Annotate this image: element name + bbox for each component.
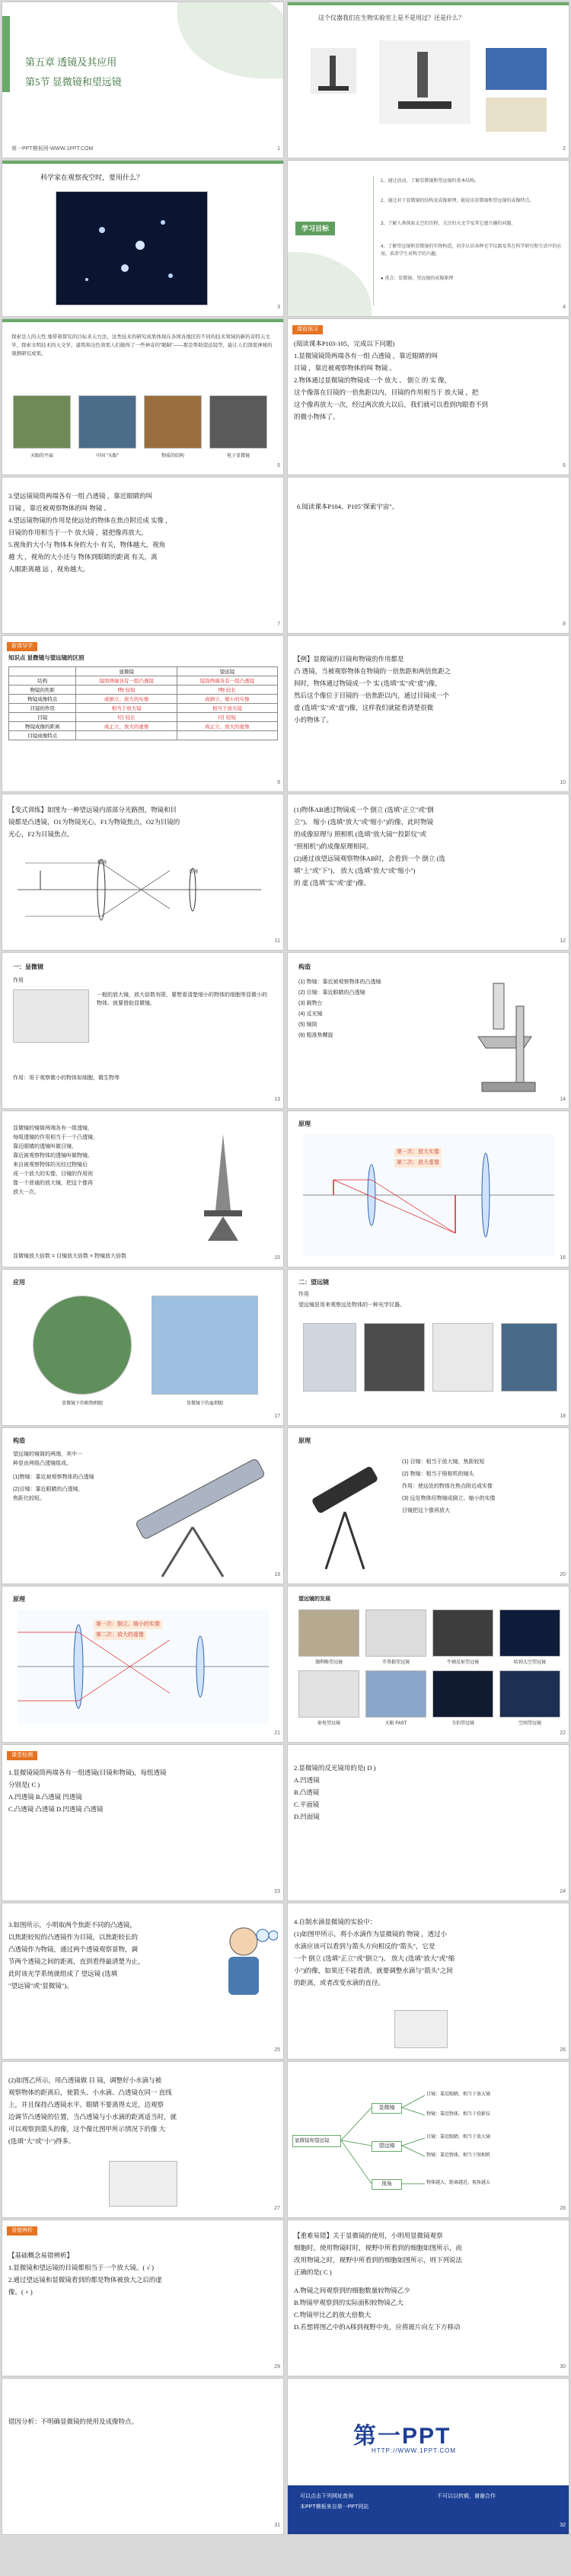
slide-number: 12 <box>560 938 566 944</box>
line-3: 水滴应该可以看到与箭头方向相反的"箭头"，它是 <box>294 1942 435 1950</box>
goal-2: 2、通过对于显微镜的结构及成像原理，能说出显微镜和望远镜的成像特点。 <box>381 199 534 203</box>
option-d: D.凹面镜 <box>294 1813 320 1820</box>
goal-3: 3、了解人类探索太空的历程，关注的天文学及其它感兴趣的问题。 <box>381 222 516 226</box>
line-5: 小")的像，如果还不能看清，就要调整水滴与"箭头"之间 <box>294 1967 453 1974</box>
table-row <box>9 686 278 695</box>
telescope-photo-1 <box>303 1323 356 1392</box>
slide-27[interactable] <box>2 2061 284 2218</box>
caption-4: 电子显微镜 <box>226 454 250 459</box>
table-row <box>9 731 278 740</box>
question-line: 2.显微镜的反光镜用的是( D ) <box>294 1764 376 1772</box>
line-2: 以焦距较短的凸透镜作为目镜，以焦距较长的 <box>8 1933 139 1941</box>
slide-number: 8 <box>563 622 566 627</box>
photo-2 <box>78 395 136 449</box>
slide-5[interactable] <box>2 318 284 475</box>
line-4: 边调节凸透镜的位置，当凸透镜与小水滴的距离适当时，就 <box>8 2113 177 2121</box>
line-3: 光心，F2为目镜焦点。 <box>8 830 74 838</box>
function-text: 作用：用于观察微小的物体如细胞、微生物等 <box>13 1075 120 1081</box>
table-cell: f物 较长 <box>177 686 277 695</box>
leaf-decoration <box>177 2 284 78</box>
magnifier-photo <box>13 989 89 1043</box>
slide-2[interactable] <box>287 2 569 158</box>
slide-number: 23 <box>274 1889 280 1894</box>
slide-number: 10 <box>560 780 566 785</box>
slide-21[interactable] <box>2 1586 284 1743</box>
line-4: 目镜的作用相当于一个 放大镜 ，能把像再放大。 <box>8 529 148 536</box>
mind-map-leaf: 物镜：靠近物体，相当于照相机 <box>426 2153 491 2158</box>
error-analysis: 错因分析：不明确显微镜的使用及成像特点。 <box>8 2418 139 2425</box>
section-heading: 构造 <box>298 964 311 970</box>
line-6: "望远镜"或"显微镜")。 <box>8 1982 73 1990</box>
reading-task: 6.阅读课本P104、P105"探索宇宙"。 <box>297 503 399 510</box>
slide-19[interactable] <box>2 1427 284 1584</box>
microscope-diagram <box>185 1127 261 1248</box>
table-cell: 目镜 <box>9 713 76 722</box>
slide-20[interactable] <box>287 1427 569 1584</box>
line-1: (阅读课本P103-105，完成以下问题) <box>294 340 395 347</box>
telescope-photo-6 <box>365 1670 426 1718</box>
water-drop-figure <box>394 2010 448 2048</box>
footer-note-3: 不可以以转载，谢谢合作 <box>437 2494 496 2499</box>
table-header: 望远镜 <box>177 667 277 676</box>
table-cell: 结构 <box>9 676 76 686</box>
slide-31[interactable] <box>2 2378 284 2535</box>
line-5: 这个像落在目镜的一倍焦距以内，目镜的作用相当于 放大镜 ，把 <box>294 388 479 396</box>
table-cell: 镜筒两端各有一组凸透镜 <box>76 676 177 686</box>
table-cell: 成倒立、缩小的实像 <box>177 695 277 704</box>
chapter-title: 第五章 透镜及其应用 <box>25 56 117 68</box>
slide-1[interactable] <box>2 2 284 158</box>
line-4: 节两个透镜之间的距离，直到看得最清楚为止， <box>8 1958 145 1965</box>
slide-10[interactable] <box>287 635 569 792</box>
line-7: 像一个普通的放大镜，把这个像再 <box>13 1181 93 1186</box>
table-cell: f目 较短 <box>177 713 277 722</box>
caption-3: 物质的结构 <box>161 454 184 459</box>
question-text: 科学家在观察夜空时，要用什么？ <box>40 174 144 181</box>
telescope-photo-8 <box>499 1670 560 1718</box>
section-tag: 新课导学 <box>7 642 37 651</box>
section-heading: 一：显微镜 <box>13 964 43 970</box>
line-1: 显微镜的镜筒两端各有一组透镜， <box>13 1126 93 1131</box>
part-1: (1) 物镜：靠近被观察物体的凸透镜 <box>298 980 381 985</box>
caption-8: 空间望远镜 <box>518 1721 541 1726</box>
telescope-illustration <box>116 1443 276 1580</box>
slide-number: 21 <box>274 1731 280 1736</box>
line-2: 细胞时，使用物镜时时，视野中所看到的细胞如图所示，而 <box>294 2244 463 2252</box>
line-2: 种是由两组凸透镜组成。 <box>13 1461 72 1466</box>
table-cell: f目 较长 <box>76 713 177 722</box>
principle-3: 作用：使远处的物体在焦点附近成实像 <box>402 1484 493 1489</box>
caption-1: 伽利略望远镜 <box>314 1660 343 1665</box>
slide-9[interactable] <box>2 635 284 792</box>
second-image-label: 第二次：放大的虚像 <box>94 1631 146 1640</box>
goal-key-point: ● 重点：显微镜、望远镜的成像原理 <box>381 276 454 281</box>
brand-url[interactable]: HTTP://WWW.1PPT.COM <box>372 2447 456 2454</box>
line-3: 2.通过望远镜和显微镜看到的都是物体被放大之后的虚 <box>8 2276 162 2284</box>
option-line-1: A.凹透镜 B.凸透镜 凹透镜 <box>8 1793 82 1801</box>
slide-number: 11 <box>274 938 280 944</box>
knowledge-title: 知识点 显微镜与望远镜的区别 <box>8 654 85 661</box>
slide-3[interactable] <box>2 160 284 317</box>
line-3: 靠近眼睛的透镜叫做目镜， <box>13 1144 77 1149</box>
top-stripe <box>2 161 283 164</box>
slide-8[interactable] <box>287 477 569 634</box>
footer-note-1: 可以点击下列网址查询 <box>300 2494 353 2499</box>
table-header: 显微镜 <box>76 667 177 676</box>
telescope-photo-7 <box>432 1670 493 1718</box>
section-heading: 原理 <box>13 1596 25 1603</box>
slide-number: 15 <box>274 1255 280 1261</box>
slide-number: 9 <box>277 780 280 785</box>
blood-cell-photo <box>152 1296 258 1395</box>
mind-map-branch: 视角 <box>372 2179 402 2190</box>
slide-7[interactable] <box>2 477 284 634</box>
line-4: 像。( × ) <box>8 2288 33 2296</box>
microscope-images <box>303 33 554 147</box>
line-1: 4.自制水滴显微镜的实验中： <box>294 1918 377 1926</box>
photo-3 <box>144 395 202 449</box>
option-d: D.若想将图乙中的A移到视野中央，应将玻片向左下方移动 <box>294 2323 461 2331</box>
line-4: 然后这个像位于目镜的一倍焦距以内，通过目镜成一个 <box>294 692 450 699</box>
slide-16[interactable] <box>287 1111 569 1267</box>
part-2: (2) 目镜：靠近眼睛的凸透镜 <box>298 990 365 996</box>
line-2: 镜都是凸透镜，O1为物镜光心，F1为物镜焦点，O2为目镜的 <box>8 818 180 826</box>
option-a: A.凹透镜 <box>294 1776 320 1784</box>
line-1: 3.如图所示，小明取两个焦距不同的凸透镜， <box>8 1921 136 1929</box>
slide-number: 6 <box>563 463 566 468</box>
principle-4: (3) 远处物体经物镜成倒立、缩小的实像 <box>402 1496 496 1501</box>
line-1: 【变式训练】如图为一种望远镜内部部分光路图，物镜和目 <box>8 806 177 813</box>
line-2: 每组透镜的作用相当于一个凸透镜， <box>13 1135 98 1140</box>
top-stripe <box>288 2 569 5</box>
section-tag: 课堂检测 <box>7 1751 37 1760</box>
telescope-photo <box>303 1459 387 1573</box>
telescope-photo-2 <box>365 1609 426 1657</box>
line-2: 立")、 缩小 (选填"放大"或"缩小")的像，此时物镜 <box>294 818 434 826</box>
photo-4 <box>209 395 267 449</box>
table-row <box>9 676 278 686</box>
table-cell: 成正立、放大的虚像 <box>177 722 277 731</box>
goal-4: 4、了解望远镜和显微镜的实物构造，初步认识各种光学仪器及其在科学研究和生活中的应用，培养学生对科学的兴趣。 <box>381 244 562 257</box>
boy-with-lenses-illustration <box>209 1919 278 2002</box>
side-stripe <box>2 16 10 92</box>
table-cell: 物镜成像的距离 <box>9 722 76 731</box>
mind-map-leaf: 目镜：靠近眼睛，相当于放大镜 <box>426 2092 491 2097</box>
option-c: C.物镜甲比乙的放大倍数大 <box>294 2311 372 2319</box>
telescope-photo-3 <box>432 1323 493 1392</box>
option-b: B.凸透镜 <box>294 1788 320 1796</box>
section-title: 第5节 显微镜和望远镜 <box>25 76 122 88</box>
line-5: 焦距比较短。 <box>13 1496 45 1501</box>
line-3: 的成像原理与 照相机 (选填"放大镜""投影仪"或 <box>294 830 426 838</box>
slide-number: 22 <box>560 1731 566 1736</box>
line-5: 来自被观察物体的光经过物镜后 <box>13 1162 88 1168</box>
intro-paragraph: 探索是人的天性 地带着探究的目标来天方法，这类技术的研究成果体现在各国各地区的不同的技术领域的新的奇特天文学，探索文明技术的天文学，建筑和出色效果人们做得了一些神奇的"眼睛"——那是帮助望远镜等，能让人们深度神秘的观测研究成果。 <box>11 334 273 356</box>
first-image-label: 第一次：倒立、缩小的实像 <box>94 1620 162 1629</box>
part-5: (5) 镜筒 <box>298 1022 317 1028</box>
slide-28[interactable] <box>287 2061 569 2218</box>
slide-4[interactable] <box>287 160 569 317</box>
slide-number: 16 <box>560 1255 566 1261</box>
mind-map-leaf: 物体越大，距离越近，视角越大 <box>426 2181 491 2185</box>
line-6: 小的物体了。 <box>294 716 333 724</box>
intro-text: 一般的放大镜，放大倍数有限，要想看清楚细小的物体的细胞等显微小的物体，就要借助显微镜。 <box>97 992 267 1006</box>
line-4: "照相机")的成像原理相同。 <box>294 842 373 850</box>
eyepiece-label: 目镜 <box>188 870 198 874</box>
line-7: 人眼距离越 远 ，视角越大。 <box>8 565 90 573</box>
mind-map-leaf: 目镜：靠近眼睛，相当于放大镜 <box>426 2135 491 2140</box>
caption-3: 牛顿反射望远镜 <box>446 1660 479 1665</box>
line-4: 一个 倒立 (选填"正立"或"倒立")、 放大 (选填"放大"或"缩 <box>294 1954 455 1962</box>
line-2: 观察物体的距离后，使箭头、小水滴、凸透镜在同一 直线 <box>8 2089 172 2096</box>
line-4: 2.物体通过显微镜的物镜成一个 放大 、 倒立 的 实 像， <box>294 376 451 384</box>
caption-6: 天眼 FAST <box>384 1721 407 1726</box>
line-1: 【基础概念易错辨析】 <box>8 2252 74 2259</box>
slide-number: 30 <box>560 2364 566 2370</box>
telescope-photo-1 <box>298 1609 359 1657</box>
option-line-2: C.凸透镜 凸透镜 D.凹透镜 凸透镜 <box>8 1805 104 1813</box>
line-3: 凸透镜作为物镜，通过两个透镜观察景物，调 <box>8 1945 139 1953</box>
plant-cell-photo <box>33 1296 132 1395</box>
table-cell <box>177 731 277 740</box>
table-row <box>9 704 278 713</box>
lens-setup-figure <box>109 2161 177 2207</box>
second-image-label: 第二次：放大虚像 <box>394 1159 442 1168</box>
slide-15[interactable] <box>2 1111 284 1267</box>
principle-2: (2) 物镜：相当于照相机的镜头 <box>402 1472 474 1477</box>
principle-1: (1) 目镜：相当于放大镜，焦距较短 <box>402 1459 485 1465</box>
table-cell: 相当于放大镜 <box>76 704 177 713</box>
plant-cell-caption: 显微镜下的植物细胞 <box>61 1401 103 1406</box>
slide-24[interactable] <box>287 1744 569 1901</box>
line-6: 这个像再放大一次，经过两次放大以后，我们就可以看到肉眼看不到 <box>294 401 489 408</box>
sub-heading: 作用 <box>298 1292 309 1297</box>
caption-5: 射电望远镜 <box>317 1721 340 1726</box>
slide-14[interactable] <box>287 952 569 1109</box>
line-7: 的 虚 (选填"实"或"虚")像。 <box>294 879 371 887</box>
slide-number: 3 <box>277 305 280 310</box>
telescope-photo-4 <box>499 1609 560 1657</box>
footer-text: 第一PPT模板网-WWW.1PPT.COM <box>11 146 94 152</box>
part-6: (6) 粗准焦螺旋 <box>298 1033 333 1038</box>
caption-4: 哈勃太空望远镜 <box>513 1660 546 1665</box>
line-3: 目镜 ，靠近被观察物体的叫 物镜 。 <box>294 364 396 372</box>
slide-32[interactable] <box>287 2378 569 2535</box>
option-b: B.物镜甲观察到的实际面积较物镜乙大 <box>294 2299 404 2306</box>
section-heading: 学习目标 <box>295 222 335 235</box>
caption-1: 天眼的平面 <box>30 454 53 459</box>
slide-17[interactable] <box>2 1269 284 1426</box>
line-4: (2)目镜：靠近眼睛的凸透镜， <box>13 1487 84 1492</box>
mind-map-leaf: 物镜：靠近物体，相当于投影仪 <box>426 2112 491 2117</box>
magnification-formula: 显微镜放大倍数 = 目镜放大倍数 × 物镜放大倍数 <box>13 1254 126 1259</box>
line-3: 间时，物体通过物镜成一个 实 (选填"实"或"虚")像， <box>294 679 442 687</box>
blood-cell-caption: 显微镜下的血细胞 <box>186 1401 223 1406</box>
line-1: 【重难易错】关于显微镜的使用，小明用显微镜观察 <box>294 2232 443 2239</box>
line-3: 4.望远镜物镜的作用是使远处的物体在焦点附近成 实像 ， <box>8 516 172 524</box>
part-4: (4) 反光镜 <box>298 1012 323 1017</box>
telescope-photo-4 <box>501 1323 557 1392</box>
slide-number: 5 <box>277 463 280 468</box>
comparison-table <box>8 666 278 740</box>
line-6: 的距离，或者改变水滴的直径。 <box>294 1979 385 1986</box>
caption-7: 韦伯望远镜 <box>451 1721 474 1726</box>
slide-number: 31 <box>274 2523 280 2528</box>
slide-number: 19 <box>274 1572 280 1577</box>
question-text: 这个仪器我们在生物实验室上是不是用过？还是什么？ <box>318 14 464 21</box>
line-2: 凸 透镜，当被观察物体在物镜的一倍焦距和两倍焦距之 <box>294 667 451 675</box>
mind-map-branch: 望远镜 <box>372 2141 402 2152</box>
line-5: (2)通过该望远镜观察物体AB时，会看到一个 倒立 (选 <box>294 855 445 862</box>
slide-13[interactable] <box>2 952 284 1109</box>
table-cell: f物 较短 <box>76 686 177 695</box>
slide-number: 29 <box>274 2364 280 2370</box>
slide-26[interactable] <box>287 1903 569 2060</box>
line-2: 1.显微镜和望远镜的目镜都相当于一个放大镜。( √ ) <box>8 2264 154 2271</box>
photo-1 <box>13 395 71 449</box>
telescope-photo-5 <box>298 1670 359 1718</box>
slide-6[interactable] <box>287 318 569 475</box>
line-1: 【例】显微镜的目镜和物镜的作用都是 <box>294 655 404 663</box>
line-1: 3.望远镜镜筒两端各有一组 凸透镜 ，靠近眼睛的叫 <box>8 492 153 500</box>
table-cell: 目镜成像特点 <box>9 731 76 740</box>
section-tag: 易错辨析 <box>7 2226 37 2236</box>
table-cell: 目镜的作用 <box>9 704 76 713</box>
section-heading: 原理 <box>298 1437 311 1444</box>
telescope-photo-2 <box>364 1323 425 1392</box>
section-tag: 课前预习 <box>292 325 323 334</box>
slide-number: 17 <box>274 1414 280 1419</box>
slide-number: 32 <box>560 2523 566 2528</box>
table-cell: 物镜的焦距 <box>9 686 76 695</box>
slide-number: 1 <box>277 146 280 152</box>
line-3: (1)物镜：靠近被观察物体的凸透镜 <box>13 1475 94 1480</box>
table-cell: 物镜成像特点 <box>9 695 76 704</box>
line-2: (1)如图甲所示，将小水滴作为显微镜的 物镜 ，透过小 <box>294 1930 448 1938</box>
slide-30[interactable] <box>287 2220 569 2376</box>
slide-12[interactable] <box>287 794 569 951</box>
line-4: 靠近被观察物体的透镜叫做物镜。 <box>13 1153 93 1159</box>
principle-5: 目镜把这个像再放大 <box>402 1508 450 1513</box>
slide-18[interactable] <box>287 1269 569 1426</box>
line-6: (选填"大"或"小")得多。 <box>8 2137 75 2145</box>
slide-29[interactable] <box>2 2220 284 2376</box>
slide-number: 2 <box>563 146 566 152</box>
line-3: 改用物镜之时，视野中所看到的细胞如图所示，则下列说法 <box>294 2256 463 2264</box>
objective-label: 物镜 <box>97 861 107 865</box>
table-row <box>9 695 278 704</box>
line-1: 1.显微镜镜筒两端各有一组透镜(目镜和物镜)，每组透镜 <box>8 1769 167 1776</box>
section-heading: 二：望远镜 <box>298 1279 329 1286</box>
table-cell: 相当于放大镜 <box>177 704 277 713</box>
table-cell: 成倒立、放大的实像 <box>76 695 177 704</box>
footer-note-2: 本PPT模板来自第一PPT网站 <box>300 2504 369 2510</box>
table-row <box>9 713 278 722</box>
divider <box>373 176 374 305</box>
slide-11[interactable] <box>2 794 284 951</box>
telescope-photo-3 <box>432 1609 493 1657</box>
slide-number: 14 <box>560 1097 566 1102</box>
mind-map-branch: 显微镜 <box>372 2103 402 2114</box>
section-heading: 构造 <box>13 1437 25 1444</box>
goal-1: 1、通过活动，了解显微镜和望远镜的基本结构。 <box>381 179 480 184</box>
option-a: A.物镜之间观察到的细胞数量较物镜乙少 <box>294 2287 410 2294</box>
slide-number: 27 <box>274 2206 280 2211</box>
slide-25[interactable] <box>2 1903 284 2060</box>
section-heading: 原理 <box>298 1120 311 1127</box>
table-cell: 镜筒两端各有一组凸透镜 <box>177 676 277 686</box>
line-1: (2)如图乙所示，用凸透镜做 目 镜，调整好小水滴与被 <box>8 2076 162 2084</box>
part-3: (3) 载物台 <box>298 1001 323 1006</box>
line-5: 可以观察到箭头的像，这个像比图甲所示情况下的像 大 <box>8 2125 166 2133</box>
slide-number: 24 <box>560 1889 566 1894</box>
intro-text: 望远镜是用来观察远处物体的一种光学仪器。 <box>298 1302 405 1308</box>
line-8: 放大一次。 <box>13 1190 40 1195</box>
section-heading: 望远镜的发展 <box>298 1596 330 1602</box>
leaf-decoration <box>287 252 372 317</box>
night-sky-photo <box>56 191 208 305</box>
table-header <box>9 667 76 676</box>
top-stripe <box>2 319 283 322</box>
line-5: 虚 (选填"实"或"虚")像，这样我们就能看清楚很微 <box>294 704 434 711</box>
option-c: C.平面镜 <box>294 1801 320 1808</box>
slide-number: 20 <box>560 1572 566 1577</box>
section-heading: 应用 <box>13 1279 25 1286</box>
caption-2: 中国 "天眼" <box>96 454 119 459</box>
slide-23[interactable] <box>2 1744 284 1901</box>
microscope-illustration <box>463 976 547 1098</box>
slide-number: 13 <box>274 1097 280 1102</box>
line-1: 望远镜的镜筒的两端，其中一 <box>13 1452 82 1457</box>
table-row <box>9 722 278 731</box>
mind-map-root: 显微镜和望远镜 <box>292 2135 341 2147</box>
slide-number: 7 <box>277 622 280 627</box>
first-image-label: 第一次：放大实像 <box>394 1148 442 1157</box>
slide-22[interactable] <box>287 1586 569 1743</box>
line-5: 此时该光学系统就组成了 望远镜 (选填 <box>8 1970 118 1977</box>
sub-heading: 作用 <box>13 978 24 983</box>
line-6: 成一个放大的实像，目镜的作用则 <box>13 1171 93 1177</box>
line-2: 分别是( C ) <box>8 1781 40 1788</box>
table-cell <box>76 731 177 740</box>
slide-number: 25 <box>274 2047 280 2053</box>
caption-2: 开普勒望远镜 <box>381 1660 410 1665</box>
slide-number: 26 <box>560 2047 566 2053</box>
line-6: 越 大 ，视角的大小还与 物体到眼睛的距离 有关，离 <box>8 553 158 561</box>
line-2: 1.显微镜镜筒两端各有一组 凸透镜 ，靠近眼睛的叫 <box>294 352 439 360</box>
line-1: (1)物体AB通过物镜成一个 倒立 (选填"正立"或"倒 <box>294 806 434 813</box>
slide-number: 18 <box>560 1414 566 1419</box>
line-7: 的微小物体了。 <box>294 413 340 420</box>
slide-number: 28 <box>560 2206 566 2211</box>
line-6: 填"上"或"下")， 放大 (选填"放大"或"缩小") <box>294 867 416 874</box>
line-3: 上，并且保持凸透镜水平。眼睛不要离得太近，边观察 <box>8 2101 164 2108</box>
line-2: 目镜 ，靠近被观察物体的叫 物镜 。 <box>8 504 110 512</box>
line-4: 正确的是( C ) <box>294 2268 332 2276</box>
line-5: 5.视角的大小与 物体本身的大小 有关，物体越大，视角 <box>8 541 166 548</box>
brand-logo: 第一PPT <box>353 2424 451 2449</box>
telescope-ray-diagram <box>18 848 261 932</box>
slide-number: 4 <box>563 305 566 310</box>
table-cell: 成正立、放大的虚像 <box>76 722 177 731</box>
